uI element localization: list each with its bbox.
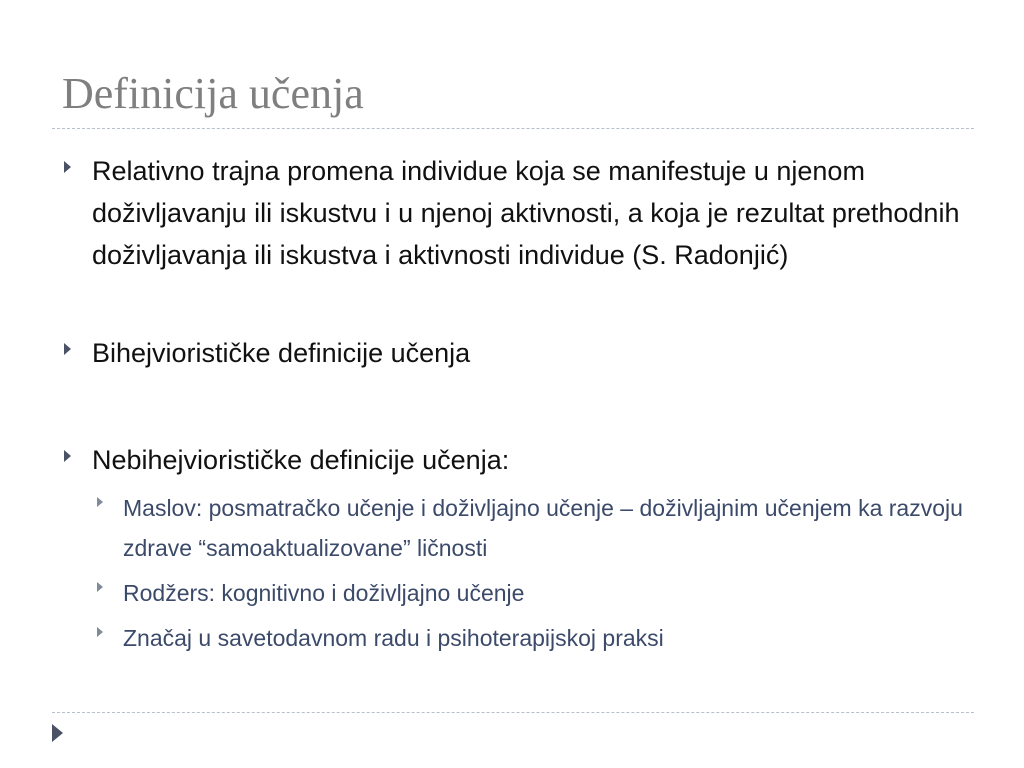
sub-bullet-text: Rodžers: kognitivno i doživljajno učenje [123, 580, 525, 606]
sub-bullet-text: Značaj u savetodavnom radu i psihoterapijskoj praksi [123, 625, 664, 651]
triangle-right-small-icon [97, 627, 103, 637]
footer-divider [52, 712, 974, 713]
triangle-right-icon [64, 343, 71, 355]
triangle-right-small-icon [97, 582, 103, 592]
bullet-text: Relativno trajna promena individue koja se manifestuje u njenom doživljavanju ili iskustvu i u njenoj aktivnosti, a koja je rezultat prethodnih doživljavanja ili iskustva i aktivnosti individue (S. Radonjić) [92, 156, 960, 270]
bullet-text: Bihejviorističke definicije učenja [92, 338, 471, 368]
slide-title: Definicija učenja [62, 69, 364, 118]
play-triangle-icon[interactable] [52, 724, 63, 742]
triangle-right-icon [64, 161, 71, 173]
title-divider [52, 128, 974, 129]
bullet-text: Nebihejviorističke definicije učenja: [92, 445, 510, 475]
triangle-right-icon [64, 450, 71, 462]
triangle-right-small-icon [97, 497, 103, 507]
sub-bullet-text: Maslov: posmatračko učenje i doživljajno učenje – doživljajnim učenjem ka razvoju zdrave “samoaktualizovane” ličnosti [123, 495, 963, 561]
